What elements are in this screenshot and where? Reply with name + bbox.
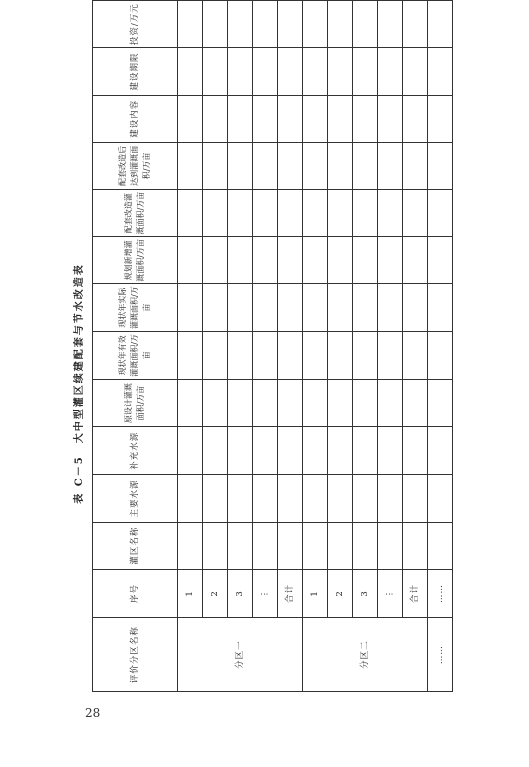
table-title: 表 C－5 大中型灌区续建配套与节水改造表 bbox=[74, 263, 85, 504]
continuation-seq: …… bbox=[428, 569, 453, 617]
header-current-effective: 现状年有效灌溉面积/万亩 bbox=[93, 331, 178, 379]
header-construction-period: 建设期限 bbox=[93, 48, 178, 95]
zone-name: 分区二 bbox=[303, 618, 428, 692]
continuation-region: …… bbox=[428, 618, 453, 692]
table-row bbox=[328, 1, 353, 692]
table-row bbox=[203, 1, 228, 692]
row-seq: 1 bbox=[303, 569, 328, 617]
row-seq: ⋮ bbox=[253, 569, 278, 617]
header-supporting-irrigation: 配套改造灌溉面积/万亩 bbox=[93, 190, 178, 237]
header-current-actual: 现状年实际灌溉面积/万亩 bbox=[93, 284, 178, 331]
header-planned-new: 规划新增灌溉面积/万亩 bbox=[93, 237, 178, 284]
row-seq: 2 bbox=[328, 569, 353, 617]
header-main-water: 主要水源 bbox=[93, 475, 178, 522]
irrigation-renovation-table bbox=[92, 0, 453, 692]
row-seq: ⋮ bbox=[378, 569, 403, 617]
page-number: 28 bbox=[85, 706, 101, 720]
table-row bbox=[303, 1, 328, 692]
table-row bbox=[428, 1, 453, 692]
row-seq: 2 bbox=[203, 569, 228, 617]
row-seq: 3 bbox=[228, 569, 253, 617]
table-row bbox=[378, 1, 403, 692]
header-design-area: 原设计灌溉面积/万亩 bbox=[93, 379, 178, 426]
header-supplement-water: 补充水源 bbox=[93, 427, 178, 475]
header-seq: 序号 bbox=[93, 569, 178, 617]
table-row bbox=[253, 1, 278, 692]
header-row bbox=[93, 1, 178, 692]
header-after-supporting: 配套改造后达到灌溉面积/万亩 bbox=[93, 142, 178, 189]
row-seq: 1 bbox=[178, 569, 203, 617]
header-construction-content: 建设内容 bbox=[93, 95, 178, 142]
header-district: 灌区名称 bbox=[93, 522, 178, 569]
row-seq: 3 bbox=[353, 569, 378, 617]
table-row bbox=[178, 1, 203, 692]
table-row bbox=[278, 1, 303, 692]
header-investment: 投资/万元 bbox=[93, 1, 178, 48]
table-row bbox=[228, 1, 253, 692]
header-region: 评价分区名称 bbox=[93, 618, 178, 692]
row-total: 合计 bbox=[403, 569, 428, 617]
table-row bbox=[353, 1, 378, 692]
row-total: 合计 bbox=[278, 569, 303, 617]
zone-name: 分区一 bbox=[178, 618, 303, 692]
table-row bbox=[403, 1, 428, 692]
